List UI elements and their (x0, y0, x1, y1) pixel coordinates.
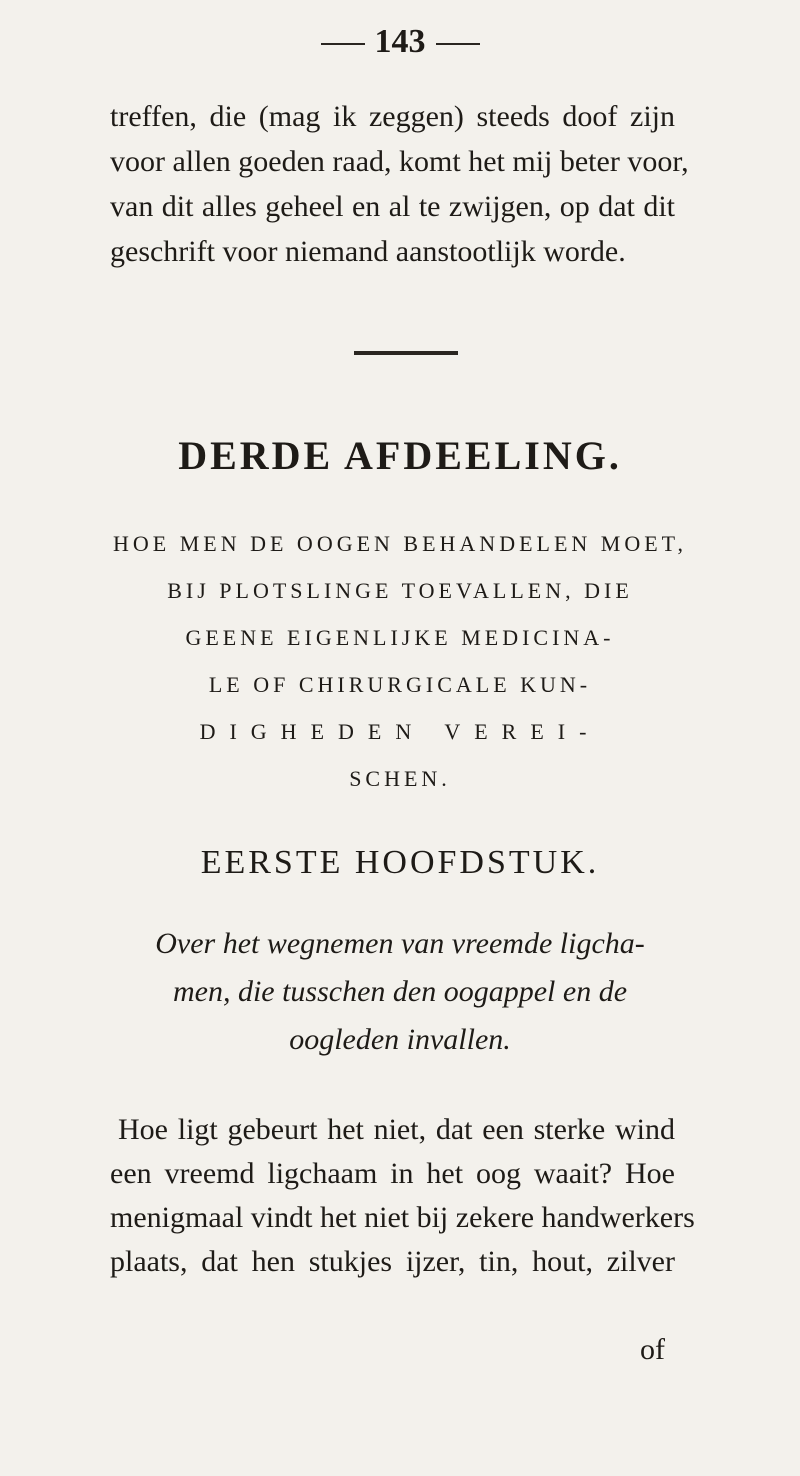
top-paragraph-line: van dit alles geheel en al te zwijgen, op dat dit (110, 190, 675, 223)
body-paragraph (110, 1108, 695, 1284)
top-paragraph-line: voor allen goeden raad, komt het mij beter voor, (110, 145, 689, 178)
body-line: een vreemd ligchaam in het oog waait? Hoe (110, 1157, 675, 1190)
catchword: of (640, 1333, 665, 1366)
summary-line: GEENE EIGENLIJKE MEDICINA- (185, 625, 615, 650)
left-dash-divider (321, 43, 365, 45)
right-dash-divider (436, 43, 480, 45)
summary-line: SCHEN. (349, 766, 451, 791)
section-title: DERDE AFDEELING. (178, 433, 622, 478)
subtitle-line: oogleden invallen. (289, 1023, 511, 1056)
body-line: plaats, dat hen stukjes ijzer, tin, hout, zilver (110, 1245, 675, 1278)
summary-line: LE OF CHIRURGICALE KUN- (208, 672, 592, 697)
page-number-header (0, 22, 800, 62)
chapter-title: EERSTE HOOFDSTUK. (200, 844, 600, 881)
summary-line: HOE MEN DE OOGEN BEHANDELEN MOET, (113, 531, 687, 556)
body-line: Hoe ligt gebeurt het niet, dat een sterke wind (118, 1113, 675, 1146)
top-paragraph-line: geschrift voor niemand aanstootlijk worde. (110, 235, 626, 268)
subtitle-line: Over het wegnemen van vreemde ligcha- (155, 927, 645, 960)
subtitle-line: men, die tusschen den oogappel en de (172, 975, 628, 1008)
section-rule-divider (354, 351, 458, 355)
top-paragraph-line: treffen, die (mag ik zeggen) steeds doof zijn (110, 100, 675, 133)
summary-line: DIGHEDEN VEREI- (199, 719, 601, 744)
top-paragraph (110, 94, 689, 274)
chapter-subtitle (0, 920, 800, 1064)
page-number: 143 (374, 23, 426, 60)
section-summary (0, 520, 800, 802)
summary-line: BIJ PLOTSLINGE TOEVALLEN, DIE (167, 578, 633, 603)
body-line: menigmaal vindt het niet bij zekere handwerkers (110, 1201, 695, 1234)
